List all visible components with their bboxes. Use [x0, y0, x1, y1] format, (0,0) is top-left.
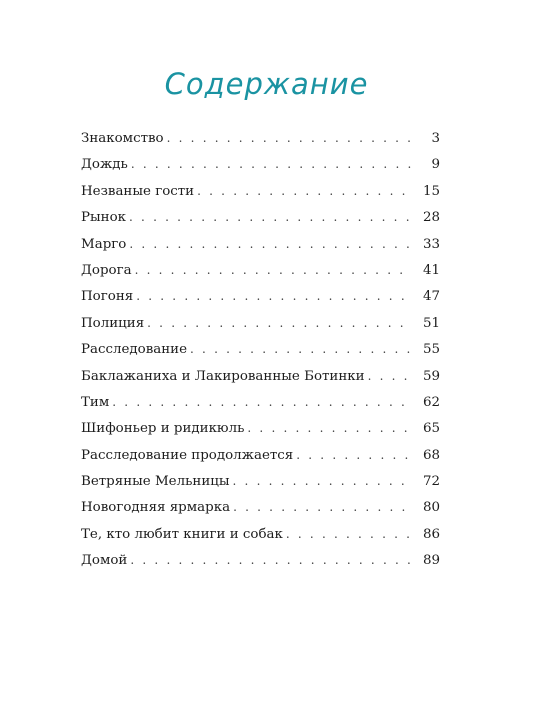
toc-entry-page-number: 55	[422, 342, 440, 358]
toc-entry-title: Погоня	[81, 289, 134, 305]
toc-entry	[81, 131, 440, 157]
toc-entry-page-number: 86	[422, 526, 440, 542]
dot-leader	[233, 500, 412, 514]
toc-entry	[81, 474, 440, 500]
toc-entry-page-number: 28	[422, 210, 440, 226]
dot-leader	[197, 184, 412, 198]
dot-leader	[296, 448, 412, 462]
toc-entry-page-number: 33	[422, 236, 440, 252]
dot-leader	[286, 527, 412, 541]
toc-entry	[81, 395, 440, 421]
toc-entry-page-number: 41	[422, 262, 440, 278]
toc-entry-page-number: 68	[422, 447, 440, 463]
toc-entry	[81, 527, 440, 553]
toc-entry	[81, 237, 440, 263]
dot-leader	[112, 395, 412, 409]
toc-entry-title: Марго	[81, 236, 127, 252]
toc-entry	[81, 448, 440, 474]
toc-entry-page-number: 65	[422, 421, 440, 437]
toc-entry-title: Дорога	[81, 262, 132, 278]
toc-entry-page-number: 3	[431, 131, 440, 146]
toc-entry-page-number: 62	[422, 394, 440, 410]
toc-entry-title: Полиция	[81, 315, 145, 331]
toc-entry-title: Новогодняя ярмарка	[81, 500, 231, 516]
toc-entry-page-number: 80	[422, 500, 440, 516]
table-of-contents	[81, 131, 440, 580]
toc-entry-title: Рынок	[81, 210, 127, 226]
toc-entry-page-number: 47	[422, 289, 440, 305]
toc-entry-page-number: 72	[422, 474, 440, 490]
toc-entry-page-number: 15	[422, 183, 440, 199]
toc-entry-title: Баклажаниха и Лакированные Ботинки	[81, 368, 365, 384]
dot-leader	[247, 421, 412, 435]
dot-leader	[131, 157, 412, 171]
toc-entry	[81, 157, 440, 183]
toc-entry-title: Дождь	[81, 157, 128, 173]
dot-leader	[147, 316, 412, 330]
dot-leader	[233, 474, 412, 488]
toc-entry	[81, 421, 440, 447]
toc-entry	[81, 210, 440, 236]
contents-heading: Содержание	[164, 67, 369, 101]
toc-entry-title: Ветряные Мельницы	[81, 474, 230, 490]
toc-entry-title: Незваные гости	[81, 183, 195, 199]
dot-leader	[135, 263, 412, 277]
toc-entry-title: Те, кто любит книги и собак	[81, 526, 283, 542]
toc-entry-page-number: 51	[422, 315, 440, 331]
dot-leader	[368, 369, 412, 383]
toc-entry-title: Шифоньер и ридикюль	[81, 421, 245, 437]
toc-entry	[81, 342, 440, 368]
toc-entry-title: Расследование продолжается	[81, 447, 294, 463]
toc-entry-page-number: 9	[431, 157, 440, 173]
dot-leader	[190, 342, 412, 356]
toc-entry	[81, 553, 440, 579]
toc-entry	[81, 316, 440, 342]
dot-leader	[167, 131, 412, 145]
toc-entry-title: Знакомство	[81, 131, 164, 146]
toc-entry	[81, 500, 440, 526]
dot-leader	[129, 237, 412, 251]
toc-entry	[81, 369, 440, 395]
toc-entry	[81, 263, 440, 289]
toc-entry-title: Домой	[81, 553, 128, 569]
toc-entry-page-number: 59	[422, 368, 440, 384]
toc-entry	[81, 289, 440, 315]
toc-entry-page-number: 89	[422, 553, 440, 569]
toc-entry	[81, 184, 440, 210]
toc-entry-title: Тим	[81, 394, 110, 410]
dot-leader	[136, 289, 412, 303]
dot-leader	[129, 210, 412, 224]
dot-leader	[130, 553, 412, 567]
toc-entry-title: Расследование	[81, 342, 188, 358]
